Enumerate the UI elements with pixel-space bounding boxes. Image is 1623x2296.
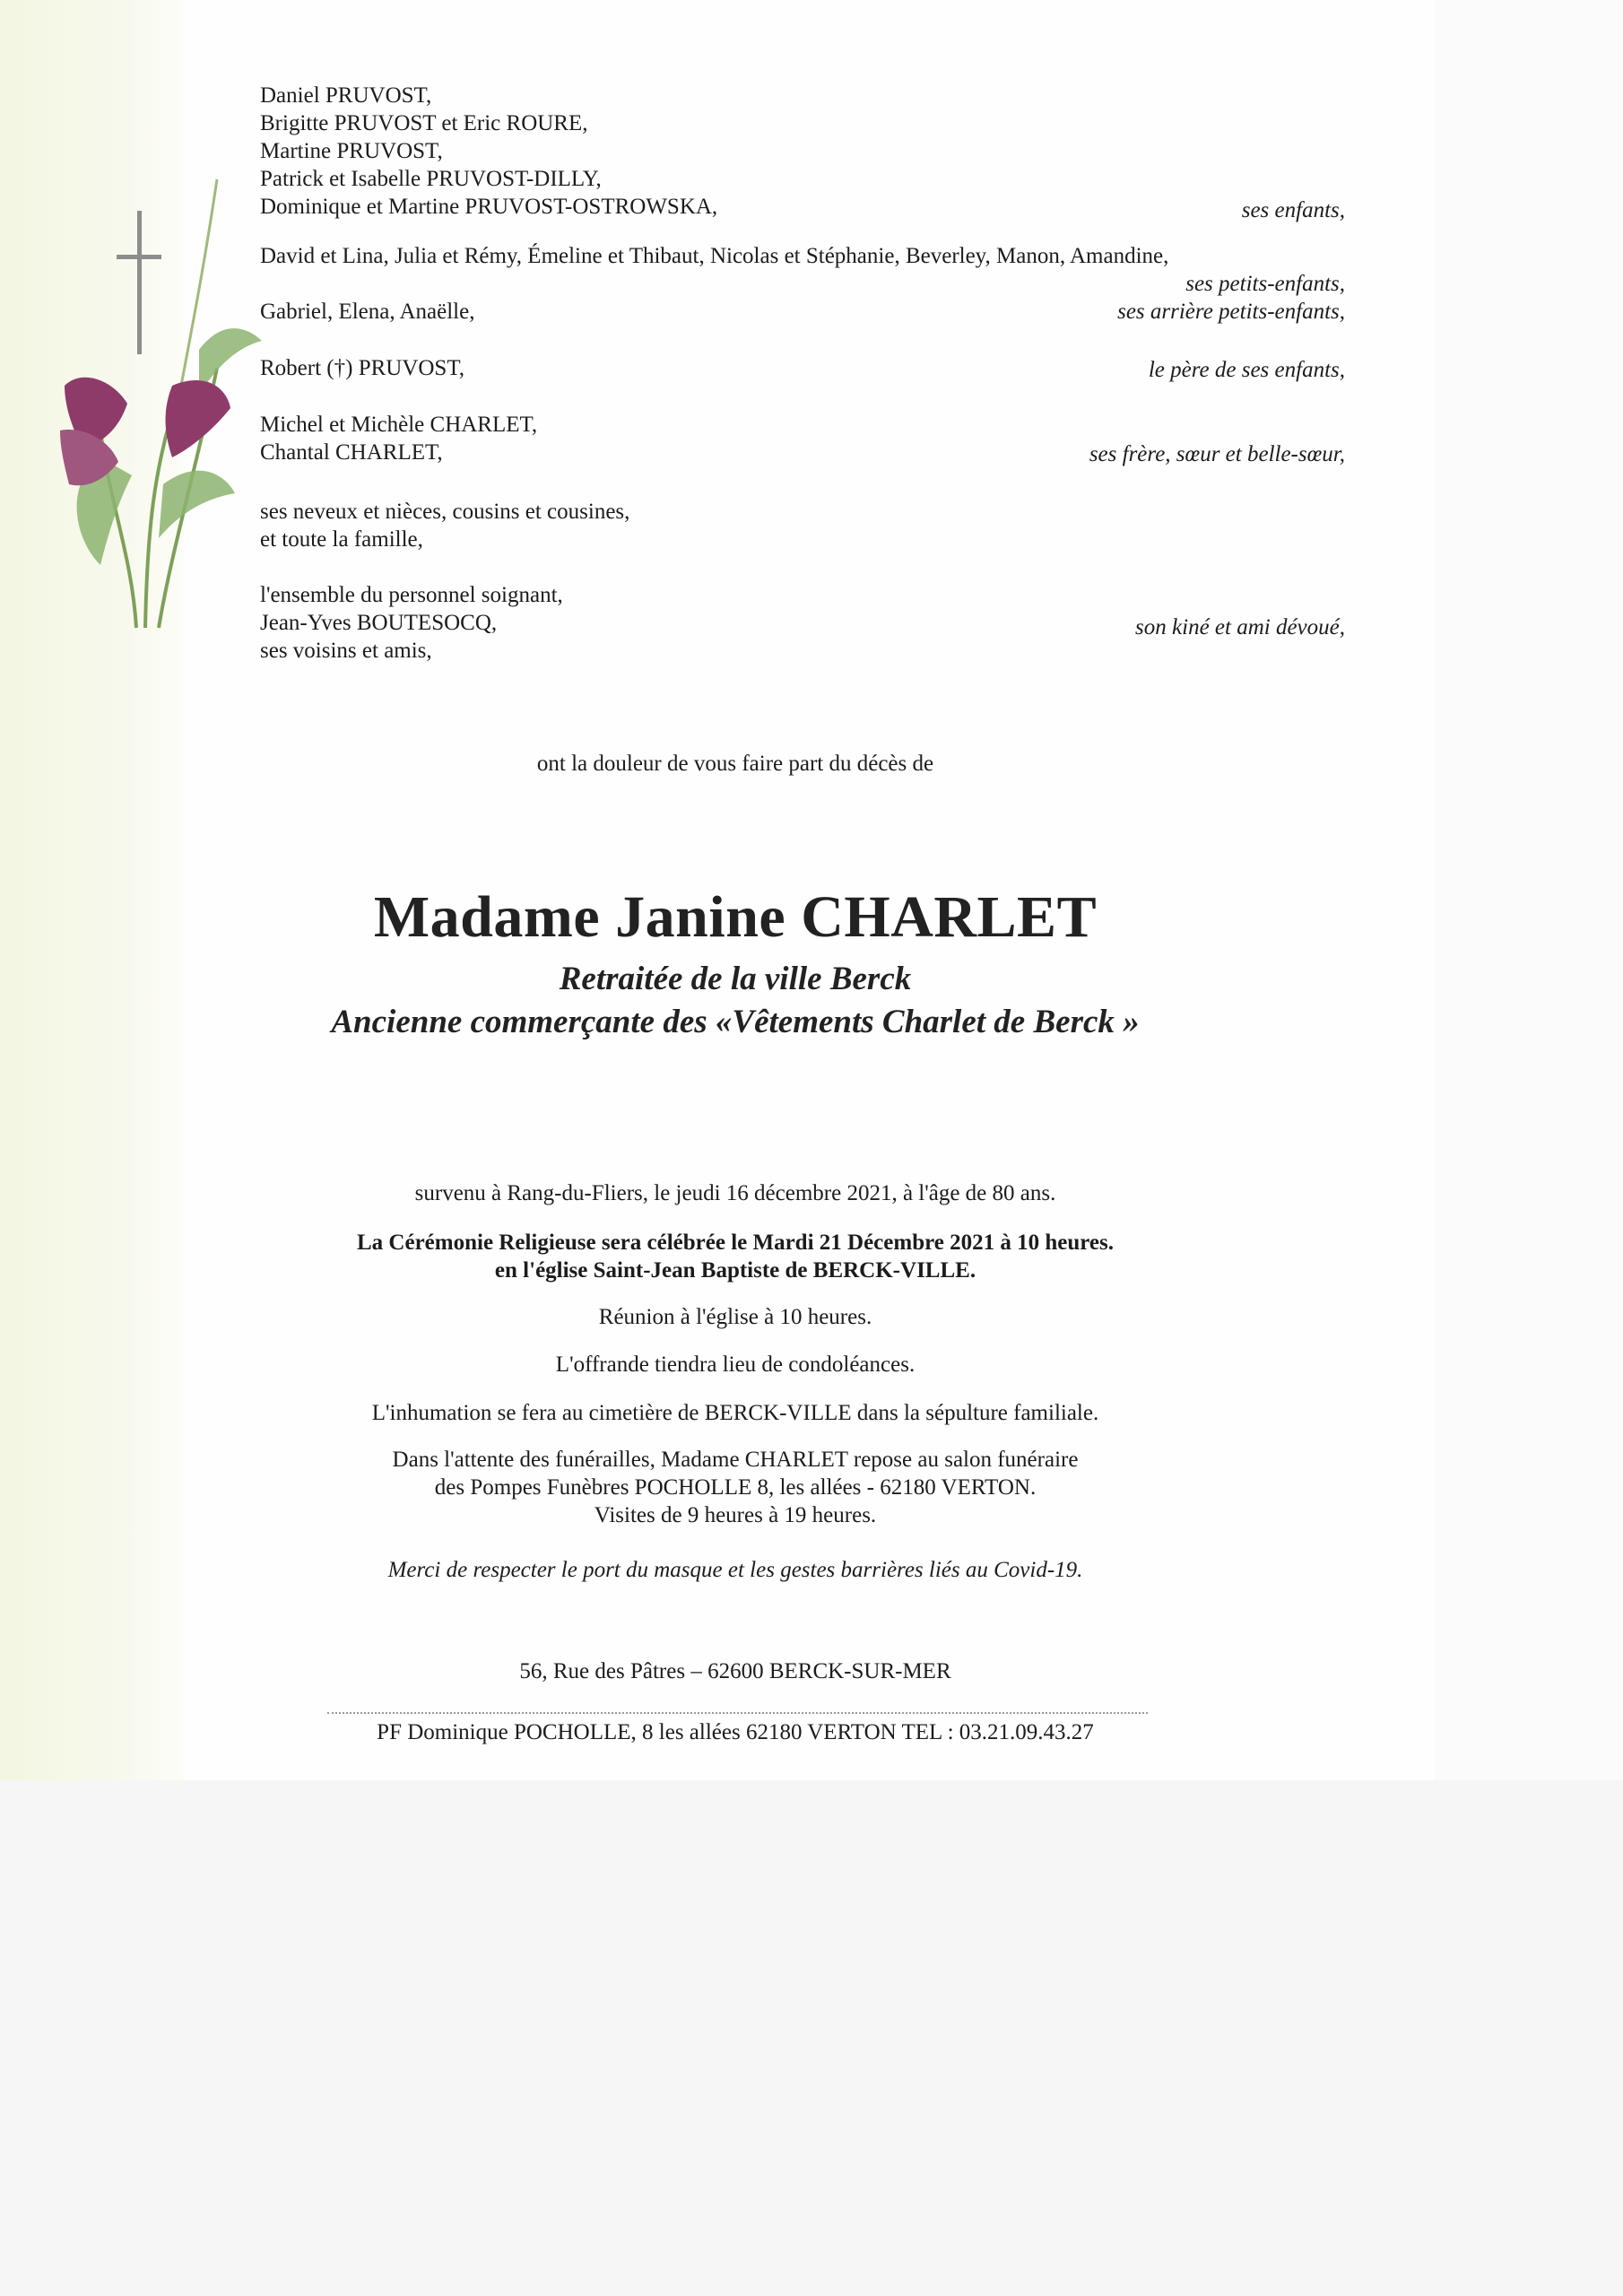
father-name: Robert (†) PRUVOST,	[260, 356, 465, 380]
deceased-subtitle: Ancienne commerçante des «Vêtements Charlet de Berck »	[331, 1004, 1140, 1040]
scan-margin-bottom	[0, 1780, 1623, 2296]
child-name: Patrick et Isabelle PRUVOST-DILLY,	[260, 167, 602, 191]
sibling-name: Chantal CHARLET,	[260, 440, 443, 465]
grandchildren-role: ses petits-enfants,	[1185, 272, 1345, 296]
children-role: ses enfants,	[1241, 198, 1345, 222]
extended-family: ses neveux et nièces, cousins et cousines,	[260, 500, 630, 524]
rest-info: Visites de 9 heures à 19 heures.	[594, 1503, 877, 1527]
burial-info: L'inhumation se fera au cimetière de BERCK-VILLE dans la sépulture familiale.	[371, 1401, 1099, 1425]
deceased-name: Madame Janine CHARLET	[373, 884, 1098, 950]
offering-info: L'offrande tiendra lieu de condoléances.	[555, 1352, 916, 1377]
covid-notice: Merci de respecter le port du masque et les gestes barrières liés au Covid-19.	[387, 1558, 1083, 1582]
child-name: Dominique et Martine PRUVOST-OSTROWSKA,	[260, 195, 718, 219]
child-name: Martine PRUVOST,	[260, 139, 443, 163]
grandchildren-names: David et Lina, Julia et Rémy, Émeline et Thibaut, Nicolas et Stéphanie, Beverley, Manon, Amandine,	[260, 244, 1169, 268]
address: 56, Rue des Pâtres – 62600 BERCK-SUR-MER	[519, 1659, 951, 1683]
father-role: le père de ses enfants,	[1148, 358, 1345, 382]
child-name: Brigitte PRUVOST et Eric ROURE,	[260, 111, 588, 135]
footer-divider	[327, 1712, 1148, 1714]
rest-info: des Pompes Funèbres POCHOLLE 8, les allées - 62180 VERTON.	[434, 1475, 1037, 1500]
siblings-role: ses frère, sœur et belle-sœur,	[1089, 442, 1345, 466]
announcement: ont la douleur de vous faire part du décès de	[536, 752, 934, 776]
ceremony-line: en l'église Saint-Jean Baptiste de BERCK-VILLE.	[494, 1258, 976, 1283]
deceased-subtitle: Retraitée de la ville Berck	[559, 961, 912, 997]
rest-info: Dans l'attente des funérailles, Madame CHARLET repose au salon funéraire	[392, 1448, 1079, 1472]
sibling-name: Michel et Michèle CHARLET,	[260, 413, 538, 437]
others-line: l'ensemble du personnel soignant,	[260, 583, 563, 607]
ceremony-line: La Cérémonie Religieuse sera célébrée le Mardi 21 Décembre 2021 à 10 heures.	[357, 1231, 1114, 1255]
child-name: Daniel PRUVOST,	[260, 83, 432, 108]
funeral-home-footer: PF Dominique POCHOLLE, 8 les allées 62180 VERTON TEL : 03.21.09.43.27	[377, 1720, 1094, 1744]
cross-icon	[117, 211, 161, 354]
great-grandchildren-role: ses arrière petits-enfants,	[1117, 300, 1345, 324]
calla-lily-flowers	[60, 378, 230, 486]
cross-and-lily-illustration	[47, 161, 262, 646]
meeting-info: Réunion à l'église à 10 heures.	[598, 1305, 872, 1329]
others-line: ses voisins et amis,	[260, 639, 432, 663]
death-details: survenu à Rang-du-Fliers, le jeudi 16 décembre 2021, à l'âge de 80 ans.	[414, 1181, 1056, 1205]
kine-role: son kiné et ami dévoué,	[1135, 615, 1345, 639]
others-line: Jean-Yves BOUTESOCQ,	[260, 611, 498, 635]
extended-family: et toute la famille,	[260, 527, 423, 552]
great-grandchildren-names: Gabriel, Elena, Anaëlle,	[260, 300, 475, 324]
